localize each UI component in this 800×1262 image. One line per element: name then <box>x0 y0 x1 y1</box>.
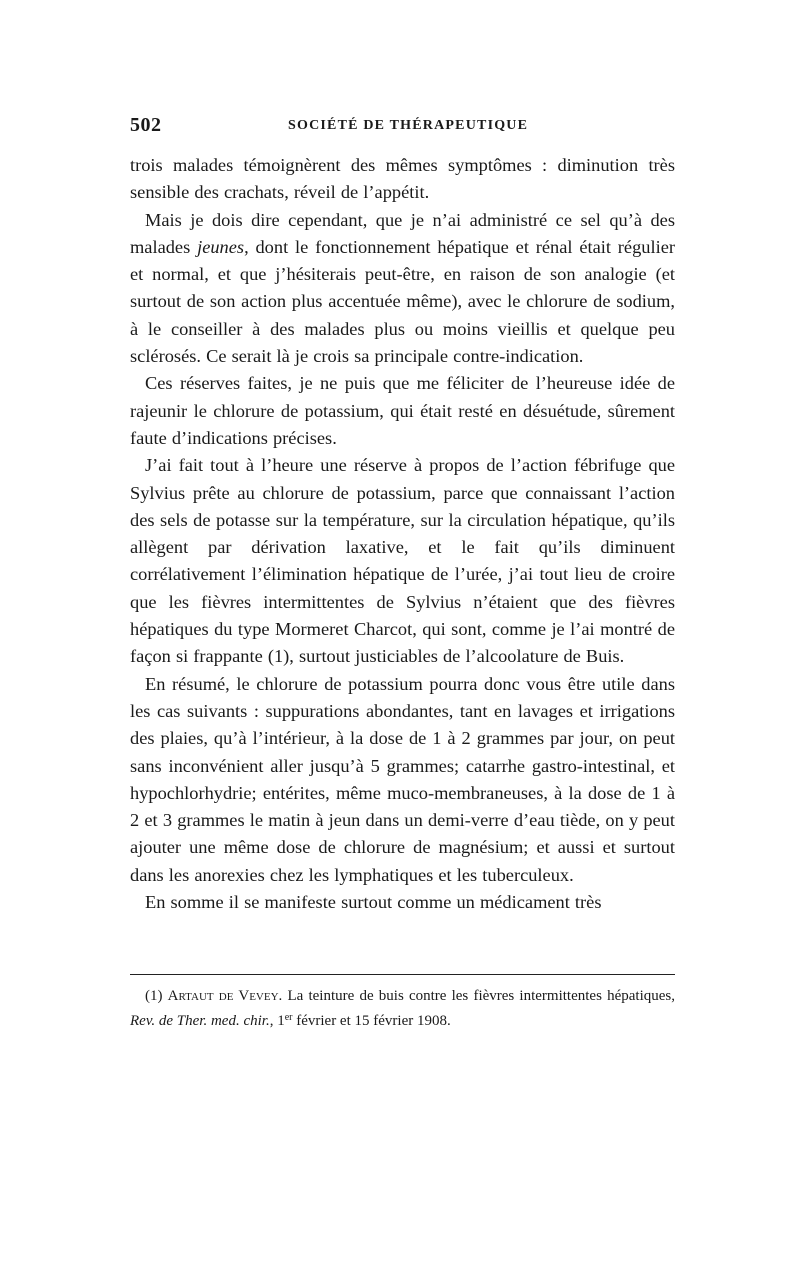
footnote <box>130 986 675 1032</box>
footnote-marker: (1) <box>145 988 168 1004</box>
body-text <box>130 152 675 916</box>
footnote-superscript: er <box>284 1012 293 1023</box>
paragraph-4: J’ai fait tout à l’heure une réserve à propos de l’action fébrifuge que Sylvius prête au chlorure de potassium, parce que connaissant l’action des sels de potasse sur la température, sur la circulation hépatique, qu’ils allègent par dérivation laxative, et le fait qu’ils diminuent corrélativement l’élimination hépatique de l’urée, j’ai tout lieu de croire que les fièvres intermittentes de Sylvius n’étaient que des fièvres hépatiques du type Mormeret Charcot, qui sont, comme je l’ai montré de façon si frappante (1), surtout justiciables de l’alcoolature de Buis. <box>130 455 675 667</box>
paragraph-6: En somme il se manifeste surtout comme un médicament très <box>145 892 602 913</box>
paragraph-3: Ces réserves faites, je ne puis que me féliciter de l’heureuse idée de rajeunir le chlorure de potassium, qui était resté en désuétude, sûrement faute d’indications précises. <box>130 373 675 448</box>
footnote-text-b: , 1 <box>269 1013 285 1029</box>
page-number: 502 <box>130 114 162 136</box>
paragraph-2-part-a: Mais je dois dire cependant, que je n’ai administré ce sel qu’à des malades <box>130 209 675 257</box>
footnote-journal: Rev. de Ther. med. chir. <box>130 1013 270 1029</box>
paragraph-2-part-b: , dont le fonctionnement hépatique et rénal était régulier et normal, et que j’hésiterais peut-être, en raison de son analogie (et surtout de son action plus accentuée même), avec le chlorure de sodium, à le conseiller à des malades plus ou moins vieillis et quelque peu sclérosés. Ce serait là je crois sa principale contre-indication. <box>130 236 675 367</box>
footnote-author: Artaut de Vevey <box>167 988 279 1004</box>
footnote-text-a: . La teinture de buis contre les fièvres intermittentes hépatiques, <box>278 988 675 1004</box>
page-header <box>130 114 675 140</box>
footnote-rule <box>130 974 675 975</box>
paragraph-2 <box>130 207 675 371</box>
running-title: SOCIÉTÉ DE THÉRAPEUTIQUE <box>288 118 529 133</box>
emphasis-jeunes: jeunes <box>197 236 245 257</box>
paragraph-5: En résumé, le chlorure de potassium pourra donc vous être utile dans les cas suivants : suppurations abondantes, tant en lavages et irrigations des plaies, qu’à l’intérieur, à la dose de 1 à 2 grammes par jour, on peut sans inconvénient aller jusqu’à 5 grammes; catarrhe gastro-intestinal, et hypochlorhydrie; entérites, même muco-membraneuses, à la dose de 1 à 2 et 3 grammes le matin à jeun dans un demi-verre d’eau tiède, on y peut ajouter une même dose de chlorure de magnésium; et aussi et surtout dans les anorexies chez les lymphatiques et les tuberculeux. <box>130 673 675 885</box>
paragraph-1: trois malades témoignèrent des mêmes symptômes : diminution très sensible des crachats, réveil de l’appétit. <box>130 155 675 203</box>
footnote-text-c: février et 15 février 1908. <box>292 1013 451 1029</box>
footnote-1 <box>130 986 675 1032</box>
